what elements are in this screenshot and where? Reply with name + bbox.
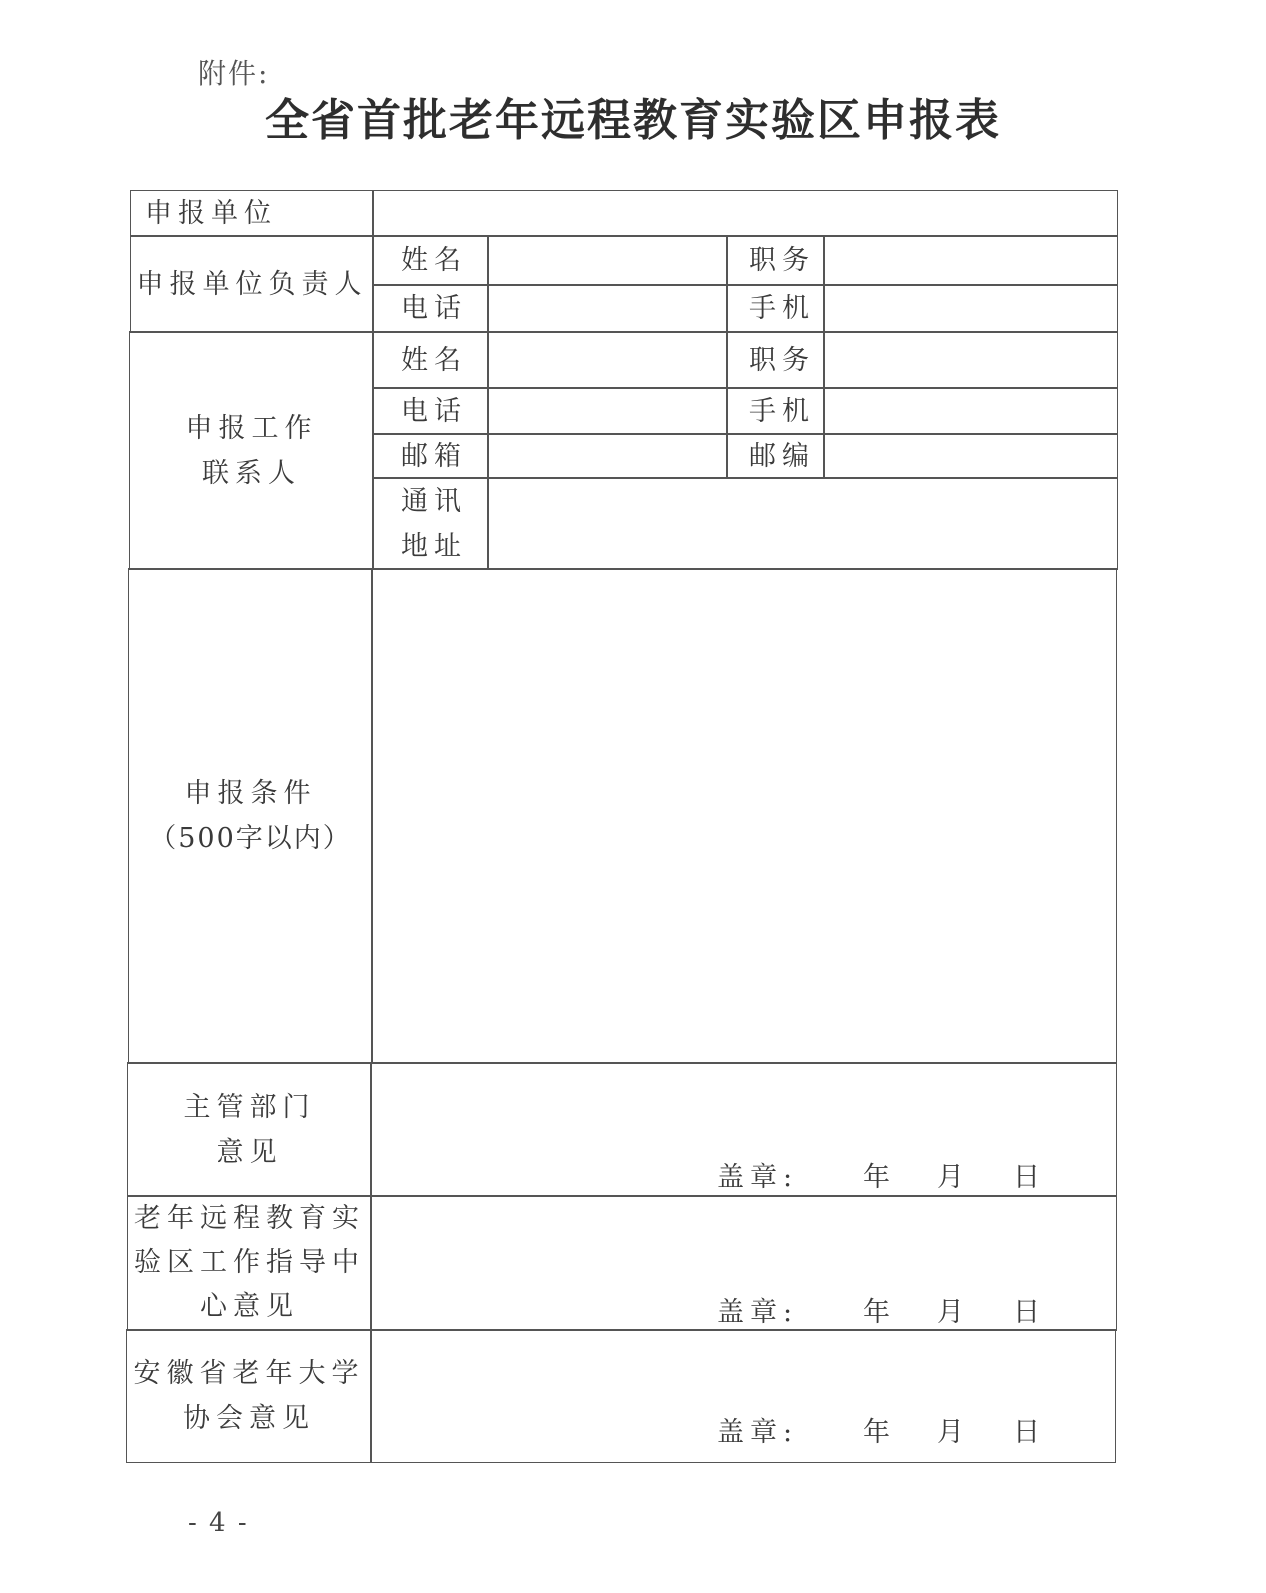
assoc-year-label: 年 [863, 1417, 896, 1448]
head-name-input[interactable] [487, 235, 728, 286]
contact-mobile-input[interactable] [823, 387, 1118, 435]
attachment-label: 附件: [198, 57, 270, 90]
conditions-input[interactable] [371, 568, 1117, 1064]
head-phone-input[interactable] [487, 284, 728, 333]
head-mobile-label: 手机 [726, 284, 825, 333]
assoc-month-label: 月 [937, 1417, 970, 1448]
dept-seal-label: 盖章: [717, 1162, 799, 1193]
contact-postcode-label: 邮编 [726, 433, 825, 479]
assoc-day-label: 日 [1013, 1417, 1046, 1448]
page-number: - 4 - [188, 1508, 249, 1538]
form-title: 全省首批老年远程教育实验区申报表 [265, 95, 1001, 146]
dept-month-label: 月 [937, 1162, 970, 1193]
conditions-label: 申报条件 （500字以内） [128, 568, 373, 1064]
contact-mobile-label: 手机 [726, 387, 825, 435]
contact-phone-input[interactable] [487, 387, 728, 435]
unit-label: 申报单位 [130, 190, 374, 237]
assoc-seal-label: 盖章: [717, 1417, 799, 1448]
head-position-input[interactable] [823, 235, 1118, 286]
head-position-label: 职务 [726, 235, 825, 286]
center-seal-label: 盖章: [717, 1297, 799, 1328]
center-month-label: 月 [937, 1297, 970, 1328]
contact-email-label: 邮箱 [372, 433, 489, 479]
contact-phone-label: 电话 [372, 387, 489, 435]
contact-name-input[interactable] [487, 331, 728, 389]
center-opinion-label: 老年远程教育实 验区工作指导中 心意见 [127, 1195, 372, 1331]
dept-opinion-input[interactable] [370, 1062, 1117, 1197]
contact-address-label: 通讯 地址 [372, 477, 489, 570]
head-phone-label: 电话 [372, 284, 489, 333]
center-day-label: 日 [1013, 1297, 1046, 1328]
unit-input[interactable] [372, 190, 1118, 237]
contact-address-input[interactable] [487, 477, 1118, 570]
contact-name-label: 姓名 [372, 331, 489, 389]
contact-label: 申报工作 联系人 [129, 331, 374, 570]
head-label: 申报单位负责人 [130, 235, 374, 333]
center-year-label: 年 [863, 1297, 896, 1328]
contact-position-input[interactable] [823, 331, 1118, 389]
dept-year-label: 年 [863, 1162, 896, 1193]
dept-opinion-label: 主管部门 意见 [127, 1062, 372, 1197]
contact-postcode-input[interactable] [823, 433, 1118, 479]
dept-day-label: 日 [1013, 1162, 1046, 1193]
center-opinion-input[interactable] [370, 1195, 1117, 1331]
head-name-label: 姓名 [372, 235, 489, 286]
assoc-opinion-input[interactable] [370, 1329, 1116, 1463]
contact-email-input[interactable] [487, 433, 728, 479]
assoc-opinion-label: 安徽省老年大学 协会意见 [126, 1329, 372, 1463]
contact-position-label: 职务 [726, 331, 825, 389]
head-mobile-input[interactable] [823, 284, 1118, 333]
